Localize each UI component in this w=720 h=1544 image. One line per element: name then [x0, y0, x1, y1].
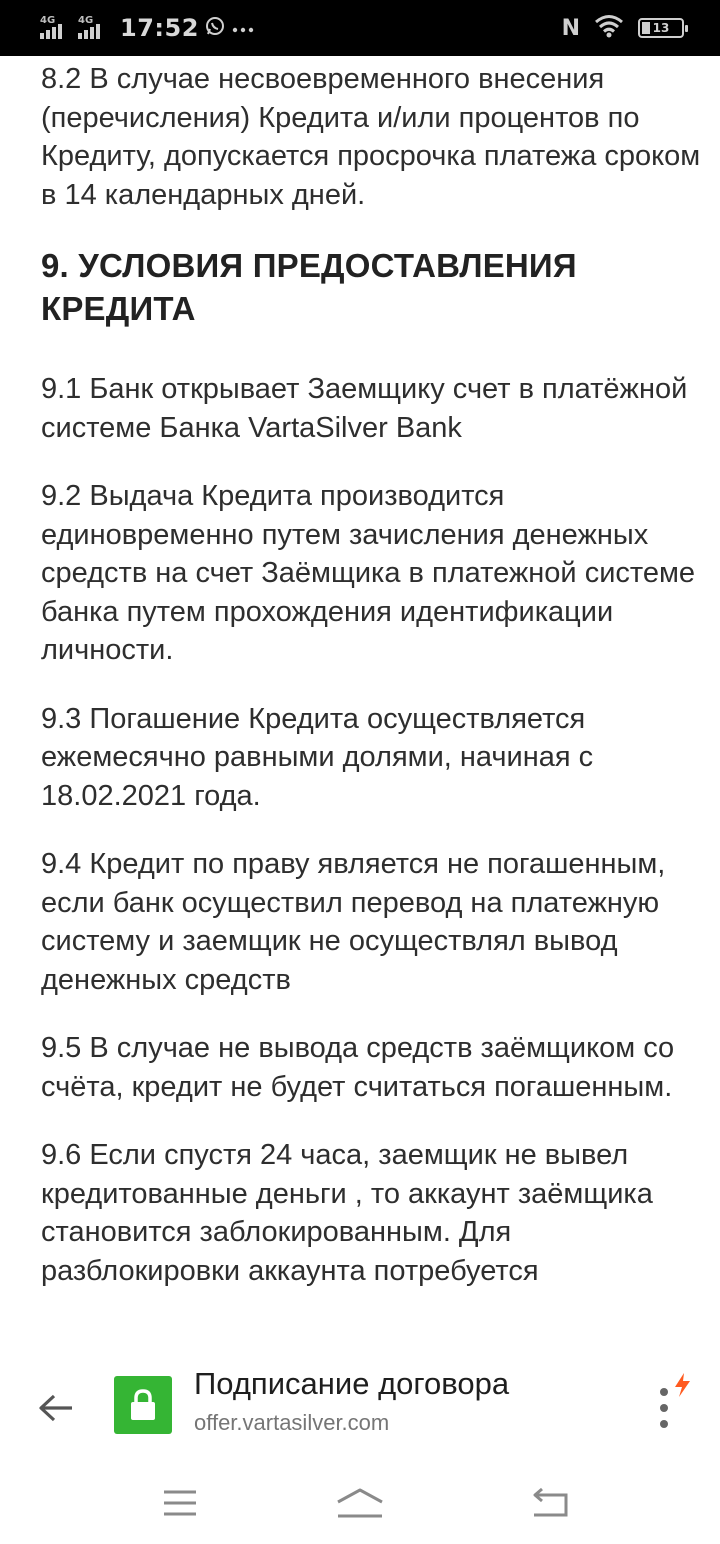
signal-icon-sim2 [78, 15, 110, 41]
status-left [40, 10, 255, 46]
network-type-1: 4G [40, 15, 56, 26]
page-title[interactable]: Подписание договора [194, 1366, 510, 1401]
nfc-icon: N [561, 15, 580, 41]
status-time: 17:52 [120, 14, 199, 42]
more-dots-icon [231, 18, 255, 39]
lock-icon[interactable] [114, 1376, 172, 1434]
back-arrow-icon[interactable] [30, 1382, 82, 1434]
paragraph-9-2: 9.2 Выдача Кредита производится единовременно путем зачисления денежных средств на счет Заёмщика в платежной системе банка путем прохождения идентификации личности. [41, 480, 696, 666]
system-nav-bar [0, 1464, 720, 1544]
wifi-icon [594, 14, 624, 42]
document-view[interactable] [0, 56, 720, 1348]
paragraph-8-2: 8.2 В случае несвоевременного внесения (перечисления) Кредита и/или процентов по Кредиту, допускается просрочка платежа сроком в 14 календарных дней. [41, 63, 701, 211]
home-icon[interactable] [330, 1478, 390, 1528]
document-content [41, 60, 701, 1320]
whatsapp-icon [205, 16, 225, 41]
paragraph-9-5: 9.5 В случае не вывода средств заёмщиком со счёта, кредит не будет считаться погашенным. [41, 1032, 675, 1103]
battery-icon [638, 18, 684, 38]
status-right [562, 12, 684, 44]
signal-icon-sim1 [40, 15, 72, 41]
menu-icon[interactable] [150, 1478, 210, 1528]
lightning-icon [672, 1372, 692, 1403]
page-host[interactable]: offer.vartasilver.com [194, 1410, 390, 1435]
browser-bottom-bar [0, 1348, 720, 1464]
paragraph-9-4: 9.4 Кредит по праву является не погашенным, если банк осуществил перевод на платежную систему и заемщик не осуществлял вывод денежных средств [41, 848, 666, 996]
status-bar [0, 0, 720, 56]
network-type-2: 4G [78, 15, 94, 26]
section-heading: 9. УСЛОВИЯ ПРЕДОСТАВЛЕНИЯ КРЕДИТА [41, 247, 577, 327]
battery-level: 13 [652, 21, 670, 35]
paragraph-9-6: 9.6 Если спустя 24 часа, заемщик не вывел кредитованные деньги , то аккаунт заёмщика становится заблокированным. Для разблокировки аккаунта потребуется [41, 1139, 653, 1287]
menu-dot-icon [660, 1404, 668, 1412]
back-nav-icon[interactable] [520, 1478, 580, 1528]
menu-dot-icon [660, 1388, 668, 1396]
paragraph-9-3: 9.3 Погашение Кредита осуществляется ежемесячно равными долями, начиная с 18.02.2021 года. [41, 702, 594, 812]
paragraph-9-1: 9.1 Банк открывает Заемщику счет в платёжной системе Банка VartaSilver Bank [41, 373, 688, 444]
menu-dot-icon [660, 1420, 668, 1428]
browser-menu-button[interactable] [644, 1378, 684, 1438]
